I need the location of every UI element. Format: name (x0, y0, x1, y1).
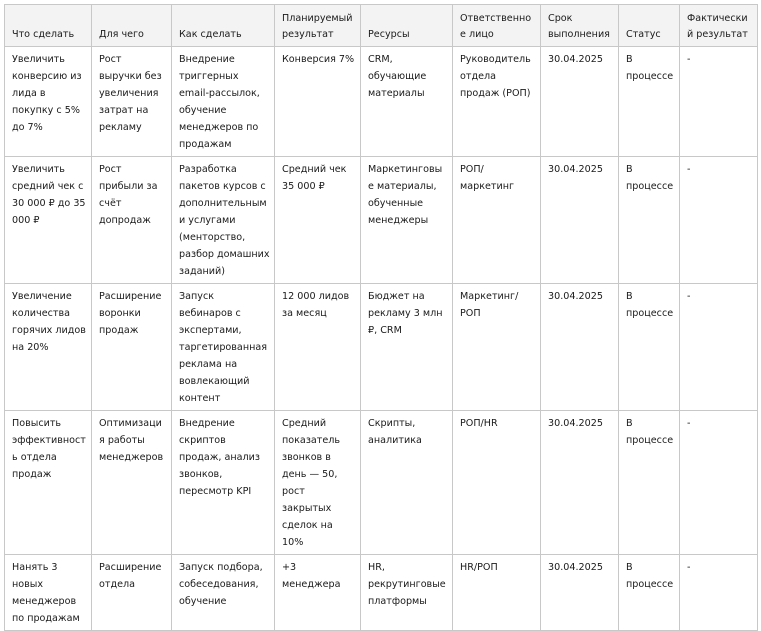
table-header-row (5, 5, 758, 47)
header-resources: Ресурсы (361, 5, 453, 47)
cell-what-to-do: Увеличение количества горячих лидов на 20% (5, 284, 92, 411)
cell-responsible: HR/РОП (453, 555, 541, 631)
cell-status: В процессе (619, 157, 680, 284)
cell-purpose: Рост выручки без увеличения затрат на рекламу (92, 47, 172, 157)
cell-deadline: 30.04.2025 (541, 411, 619, 555)
table-row (5, 157, 758, 284)
cell-deadline: 30.04.2025 (541, 157, 619, 284)
cell-planned-result: 12 000 лидов за месяц (275, 284, 361, 411)
cell-planned-result: Средний чек 35 000 ₽ (275, 157, 361, 284)
cell-how-to-do: Внедрение триггерных email-рассылок, обучение менеджеров по продажам (172, 47, 275, 157)
table-row (5, 47, 758, 157)
cell-purpose: Расширение отдела (92, 555, 172, 631)
header-responsible: Ответственное лицо (453, 5, 541, 47)
cell-responsible: Маркетинг/ РОП (453, 284, 541, 411)
cell-actual-result: - (680, 47, 758, 157)
cell-resources: Бюджет на рекламу 3 млн ₽, CRM (361, 284, 453, 411)
table-row (5, 555, 758, 631)
cell-how-to-do: Внедрение скриптов продаж, анализ звонков, пересмотр KPI (172, 411, 275, 555)
cell-resources: HR, рекрутинговые платформы (361, 555, 453, 631)
cell-how-to-do: Запуск вебинаров с экспертами, таргетированная реклама на вовлекающий контент (172, 284, 275, 411)
cell-how-to-do: Разработка пакетов курсов с дополнительными услугами (менторство, разбор домашних заданий) (172, 157, 275, 284)
cell-responsible: РОП/ маркетинг (453, 157, 541, 284)
cell-planned-result: Конверсия 7% (275, 47, 361, 157)
cell-resources: CRM, обучающие материалы (361, 47, 453, 157)
cell-actual-result: - (680, 157, 758, 284)
cell-planned-result: +3 менеджера (275, 555, 361, 631)
cell-purpose: Рост прибыли за счёт допродаж (92, 157, 172, 284)
cell-deadline: 30.04.2025 (541, 555, 619, 631)
cell-purpose: Оптимизация работы менеджеров (92, 411, 172, 555)
cell-how-to-do: Запуск подбора, собеседования, обучение (172, 555, 275, 631)
action-plan-table (4, 4, 758, 631)
table-row (5, 284, 758, 411)
header-status: Статус (619, 5, 680, 47)
cell-actual-result: - (680, 284, 758, 411)
cell-what-to-do: Нанять 3 новых менеджеров по продажам (5, 555, 92, 631)
table-row (5, 411, 758, 555)
cell-deadline: 30.04.2025 (541, 47, 619, 157)
header-actual-result: Фактический результат (680, 5, 758, 47)
header-what-to-do: Что сделать (5, 5, 92, 47)
header-purpose: Для чего (92, 5, 172, 47)
cell-status: В процессе (619, 411, 680, 555)
cell-what-to-do: Повысить эффективность отдела продаж (5, 411, 92, 555)
cell-status: В процессе (619, 47, 680, 157)
cell-status: В процессе (619, 284, 680, 411)
cell-what-to-do: Увеличить средний чек с 30 000 ₽ до 35 000 ₽ (5, 157, 92, 284)
cell-status: В процессе (619, 555, 680, 631)
cell-resources: Маркетинговые материалы, обученные менеджеры (361, 157, 453, 284)
cell-resources: Скрипты, аналитика (361, 411, 453, 555)
cell-actual-result: - (680, 555, 758, 631)
cell-planned-result: Средний показатель звонков в день — 50, рост закрытых сделок на 10% (275, 411, 361, 555)
header-planned-result: Планируемый результат (275, 5, 361, 47)
header-how-to-do: Как сделать (172, 5, 275, 47)
cell-what-to-do: Увеличить конверсию из лида в покупку с 5% до 7% (5, 47, 92, 157)
cell-deadline: 30.04.2025 (541, 284, 619, 411)
cell-purpose: Расширение воронки продаж (92, 284, 172, 411)
cell-responsible: Руководитель отдела продаж (РОП) (453, 47, 541, 157)
cell-actual-result: - (680, 411, 758, 555)
cell-responsible: РОП/HR (453, 411, 541, 555)
header-deadline: Срок выполнения (541, 5, 619, 47)
